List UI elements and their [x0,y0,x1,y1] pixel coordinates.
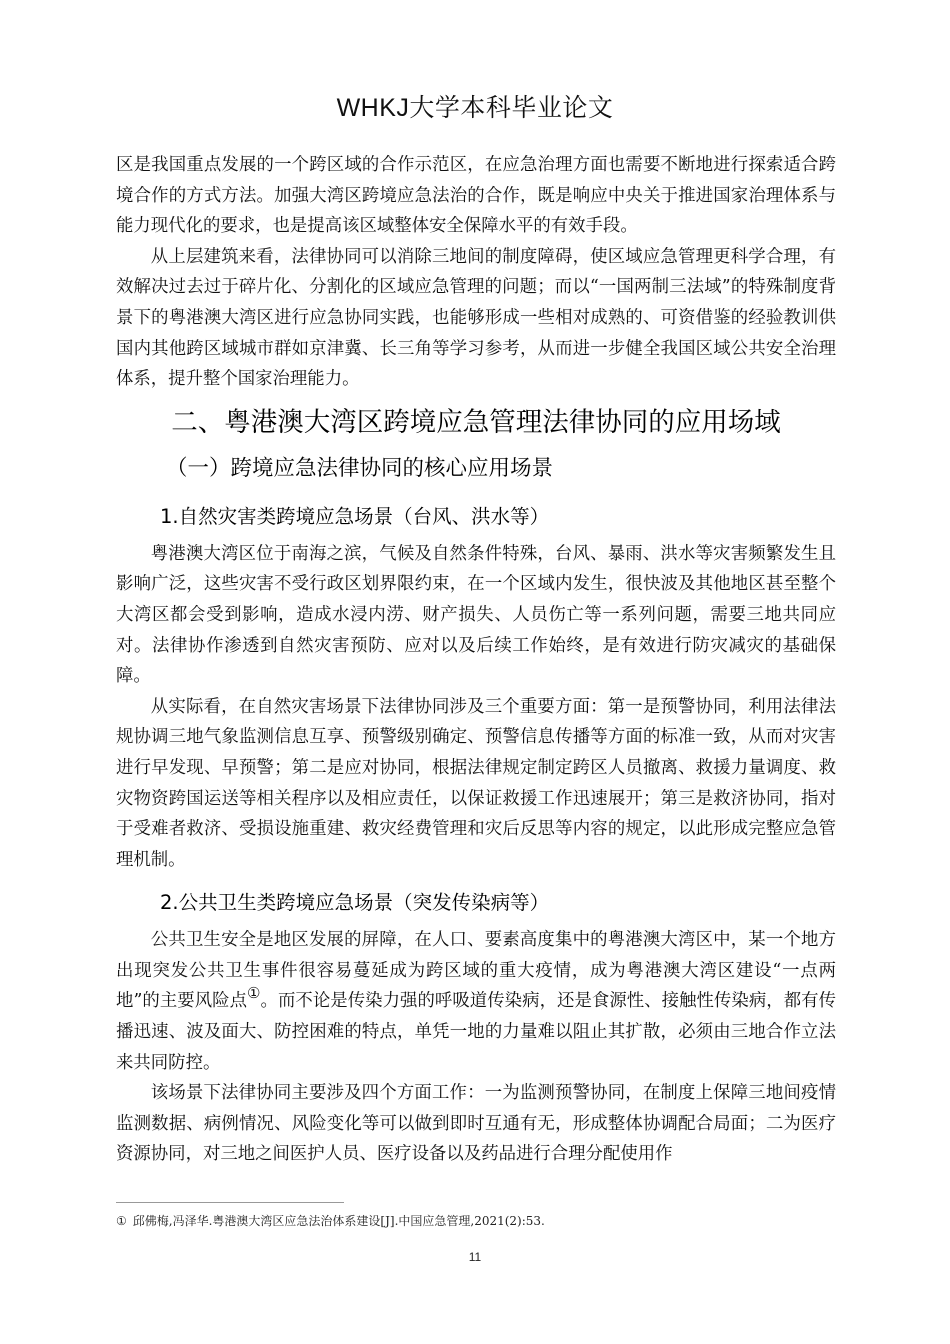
heading-natural-disaster: 1.自然灾害类跨境应急场景（台风、洪水等） [160,504,550,528]
footnote-reference[interactable]: ① [247,984,261,1003]
footnote-divider [116,1202,344,1203]
page-number: 11 [468,1250,482,1264]
paragraph-with-footnote [116,925,836,1078]
paragraph: 从实际看，在自然灾害场景下法律协同涉及三个重要方面：第一是预警协同，利用法律法规协调三地气象监测信息互享、预警级别确定、预警信息传播等方面的标准一致，从而对灾害进行早发现、早预警；第二是应对协同，根据法律规定制定跨区人员撤离、救援力量调度、救灾物资跨国运送等相关程序以及相应责任，以保证救援工作迅速展开；第三是救济协同，指对于受难者救济、受损设施重建、救灾经费管理和灾后反思等内容的规定，以此形成完整应急管理机制。 [116,696,836,870]
paragraph-continued: 区是我国重点发展的一个跨区域的合作示范区，在应急治理方面也需要不断地进行探索适合跨境合作的方式方法。加强大湾区跨境应急法治的合作，既是响应中央关于推进国家治理体系与能力现代化的要求，也是提高该区域整体安全保障水平的有效手段。 [116,155,836,237]
footnote-text: 邱佛梅,冯泽华.粤港澳大湾区应急法治体系建设[J].中国应急管理,2021(2):53. [132,1214,545,1228]
section-heading: 二、粤港澳大湾区跨境应急管理法律协同的应用场域 [171,406,781,438]
paragraph-text: 公共卫生安全是地区发展的屏障，在人口、要素高度集中的粤港澳大湾区中，某一个地方出现突发公共卫生事件很容易蔓延成为跨区域的重大疫情，成为粤港澳大湾区建设“一点两地”的主要风险点 [116,930,836,1012]
body-content [116,150,836,1170]
thesis-header-title: WHKJ大学本科毕业论文 [336,94,614,122]
paragraph: 从上层建筑来看，法律协同可以消除三地间的制度障碍，使区域应急管理更科学合理，有效解决过去过于碎片化、分割化的区域应急管理的问题；而以“一国两制三法域”的特殊制度背景下的粤港澳大湾区进行应急协同实践，也能够形成一些相对成熟的、可资借鉴的经验教训供国内其他跨区域城市群如京津冀、长三角等学习参考，从而进一步健全我国区域公共安全治理体系，提升整个国家治理能力。 [116,246,836,390]
paragraph: 该场景下法律协同主要涉及四个方面工作：一为监测预警协同，在制度上保障三地间疫情监测数据、病例情况、风险变化等可以做到即时互通有无，形成整体协调配合局面；二为医疗资源协同，对三地之间医护人员、医疗设备以及药品进行合理分配使用作 [116,1083,836,1165]
paragraph: 粤港澳大湾区位于南海之滨，气候及自然条件特殊，台风、暴雨、洪水等灾害频繁发生且影响广泛，这些灾害不受行政区划界限约束，在一个区域内发生，很快波及其他地区甚至整个大湾区都会受到影响，造成水浸内涝、财产损失、人员伤亡等一系列问题，需要三地共同应对。法律协作渗透到自然灾害预防、应对以及后续工作始终，是有效进行防灾减灾的基础保障。 [116,543,836,687]
footnote [116,1212,836,1229]
paragraph-text: 。而不论是传染力强的呼吸道传染病，还是食源性、接触性传染病，都有传播迅速、波及面大、防控困难的特点，单凭一地的力量难以阻止其扩散，必须由三地合作立法来共同防控。 [116,991,836,1073]
subsection-heading: （一）跨境应急法律协同的核心应用场景 [166,455,554,481]
footnote-mark: ① [116,1214,127,1228]
heading-public-health: 2.公共卫生类跨境应急场景（突发传染病等） [160,891,550,915]
